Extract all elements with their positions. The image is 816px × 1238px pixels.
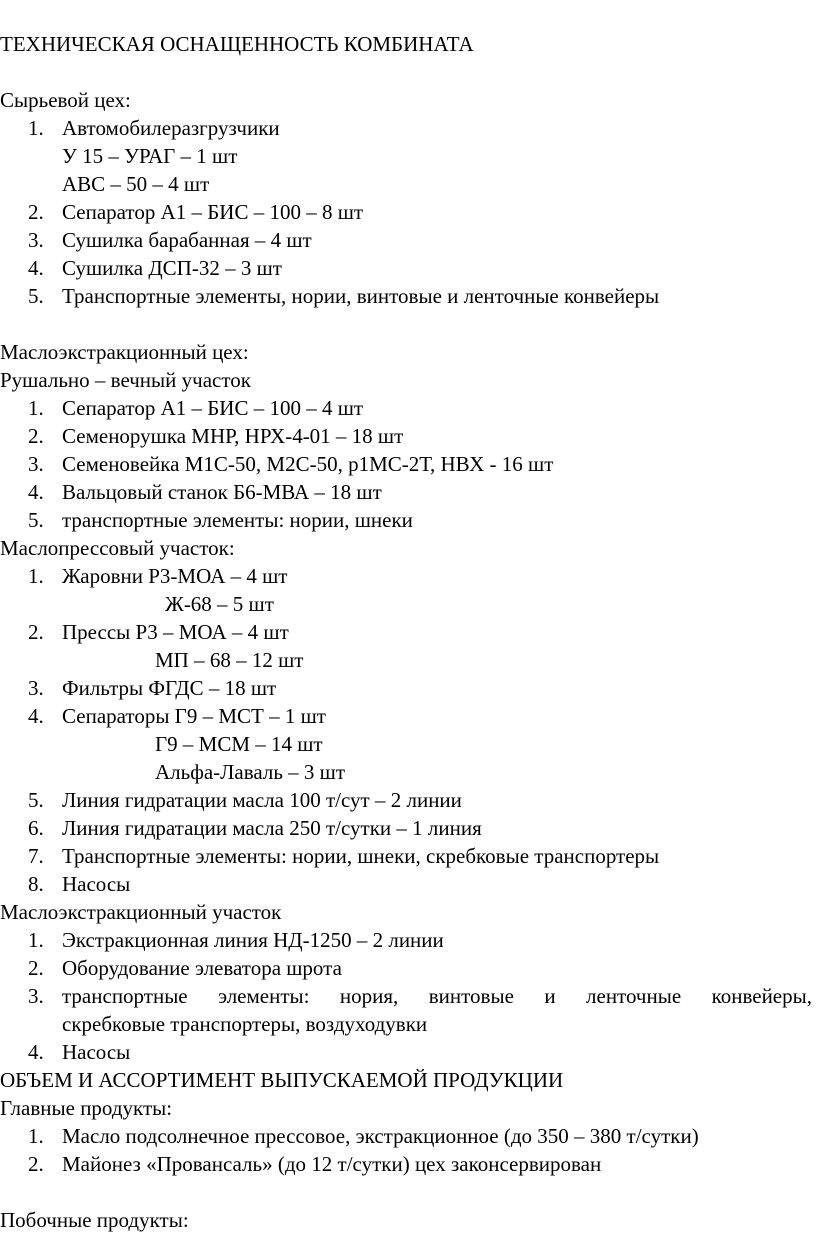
item-text: транспортные элементы: нории, шнеки xyxy=(62,508,413,532)
subsection-heading-pressing: Маслопрессовый участок: xyxy=(0,536,235,560)
section-heading-products: ОБЪЕМ И АССОРТИМЕНТ ВЫПУСКАЕМОЙ ПРОДУКЦИИ xyxy=(0,1068,564,1092)
item-number: 8. xyxy=(28,872,44,896)
item-text: Майонез «Провансаль» (до 12 т/сутки) цех законсервирован xyxy=(62,1152,602,1176)
item-text: Линия гидратации масла 250 т/сутки – 1 линия xyxy=(62,816,482,840)
item-text: Сушилка барабанная – 4 шт xyxy=(62,228,312,252)
item-number: 4. xyxy=(28,480,44,504)
item-number: 4. xyxy=(28,256,44,280)
subsection-heading-main-products: Главные продукты: xyxy=(0,1096,173,1120)
section-heading-extraction-shop: Маслоэкстракционный цех: xyxy=(0,340,249,364)
item-number: 1. xyxy=(28,396,44,420)
item-text: Транспортные элементы, нории, винтовые и ленточные конвейеры xyxy=(62,284,660,308)
item-continuation: Г9 – МСМ – 14 шт xyxy=(155,732,323,756)
item-text: Семенорушка МНР, НРХ-4-01 – 18 шт xyxy=(62,424,404,448)
item-number: 2. xyxy=(28,620,44,644)
item-text: Линия гидратации масла 100 т/сут – 2 линии xyxy=(62,788,462,812)
item-number: 2. xyxy=(28,1152,44,1176)
item-text: Насосы xyxy=(62,1040,131,1064)
item-text: Транспортные элементы: нории, шнеки, скребковые транспортеры xyxy=(62,844,660,868)
item-text: Сушилка ДСП-32 – 3 шт xyxy=(62,256,282,280)
subsection-heading-extraction: Маслоэкстракционный участок xyxy=(0,900,282,924)
item-number: 1. xyxy=(28,116,44,140)
item-continuation: скребковые транспортеры, воздуходувки xyxy=(62,1012,428,1036)
item-number: 5. xyxy=(28,788,44,812)
item-number: 1. xyxy=(28,564,44,588)
subsection-heading-by-products: Побочные продукты: xyxy=(0,1208,189,1232)
item-text: Жаровни Р3-МОА – 4 шт xyxy=(62,564,288,588)
item-number: 7. xyxy=(28,844,44,868)
item-text: Семеновейка М1С-50, М2С-50, р1МС-2Т, НВХ - 16 шт xyxy=(62,452,554,476)
item-text: Сепараторы Г9 – МСТ – 1 шт xyxy=(62,704,326,728)
item-number: 5. xyxy=(28,284,44,308)
item-number: 2. xyxy=(28,200,44,224)
section-heading-raw: Сырьевой цех: xyxy=(0,88,131,112)
item-continuation: МП – 68 – 12 шт xyxy=(155,648,304,672)
item-text: Экстракционная линия НД-1250 – 2 линии xyxy=(62,928,444,952)
item-continuation: У 15 – УРАГ – 1 шт xyxy=(62,144,238,168)
document-title: ТЕХНИЧЕСКАЯ ОСНАЩЕННОСТЬ КОМБИНАТА xyxy=(0,32,474,56)
item-number: 2. xyxy=(28,956,44,980)
item-text: Сепаратор А1 – БИС – 100 – 8 шт xyxy=(62,200,364,224)
item-number: 3. xyxy=(28,984,44,1008)
item-continuation: Альфа-Лаваль – 3 шт xyxy=(155,760,346,784)
item-continuation: Ж-68 – 5 шт xyxy=(165,592,274,616)
item-text: Фильтры ФГДС – 18 шт xyxy=(62,676,277,700)
item-number: 4. xyxy=(28,1040,44,1064)
item-text: Прессы Р3 – МОА – 4 шт xyxy=(62,620,289,644)
item-text: Вальцовый станок Б6-МВА – 18 шт xyxy=(62,480,382,504)
item-text: Сепаратор А1 – БИС – 100 – 4 шт xyxy=(62,396,364,420)
item-number: 1. xyxy=(28,1124,44,1148)
item-number: 6. xyxy=(28,816,44,840)
subsection-heading-hulling: Рушально – вечный участок xyxy=(0,368,251,392)
item-text: Оборудование элеватора шрота xyxy=(62,956,342,980)
item-text: Масло подсолнечное прессовое, экстракционное (до 350 – 380 т/сутки) xyxy=(62,1124,699,1148)
item-number: 5. xyxy=(28,508,44,532)
item-number: 3. xyxy=(28,228,44,252)
item-number: 1. xyxy=(28,928,44,952)
item-number: 2. xyxy=(28,424,44,448)
item-number: 3. xyxy=(28,676,44,700)
item-text: Автомобилеразгрузчики xyxy=(62,116,280,140)
item-number: 3. xyxy=(28,452,44,476)
item-text: Насосы xyxy=(62,872,131,896)
item-text: транспортные элементы: нория, винтовые и ленточные конвейеры, xyxy=(62,984,812,1008)
item-continuation: АВС – 50 – 4 шт xyxy=(62,172,210,196)
item-number: 4. xyxy=(28,704,44,728)
